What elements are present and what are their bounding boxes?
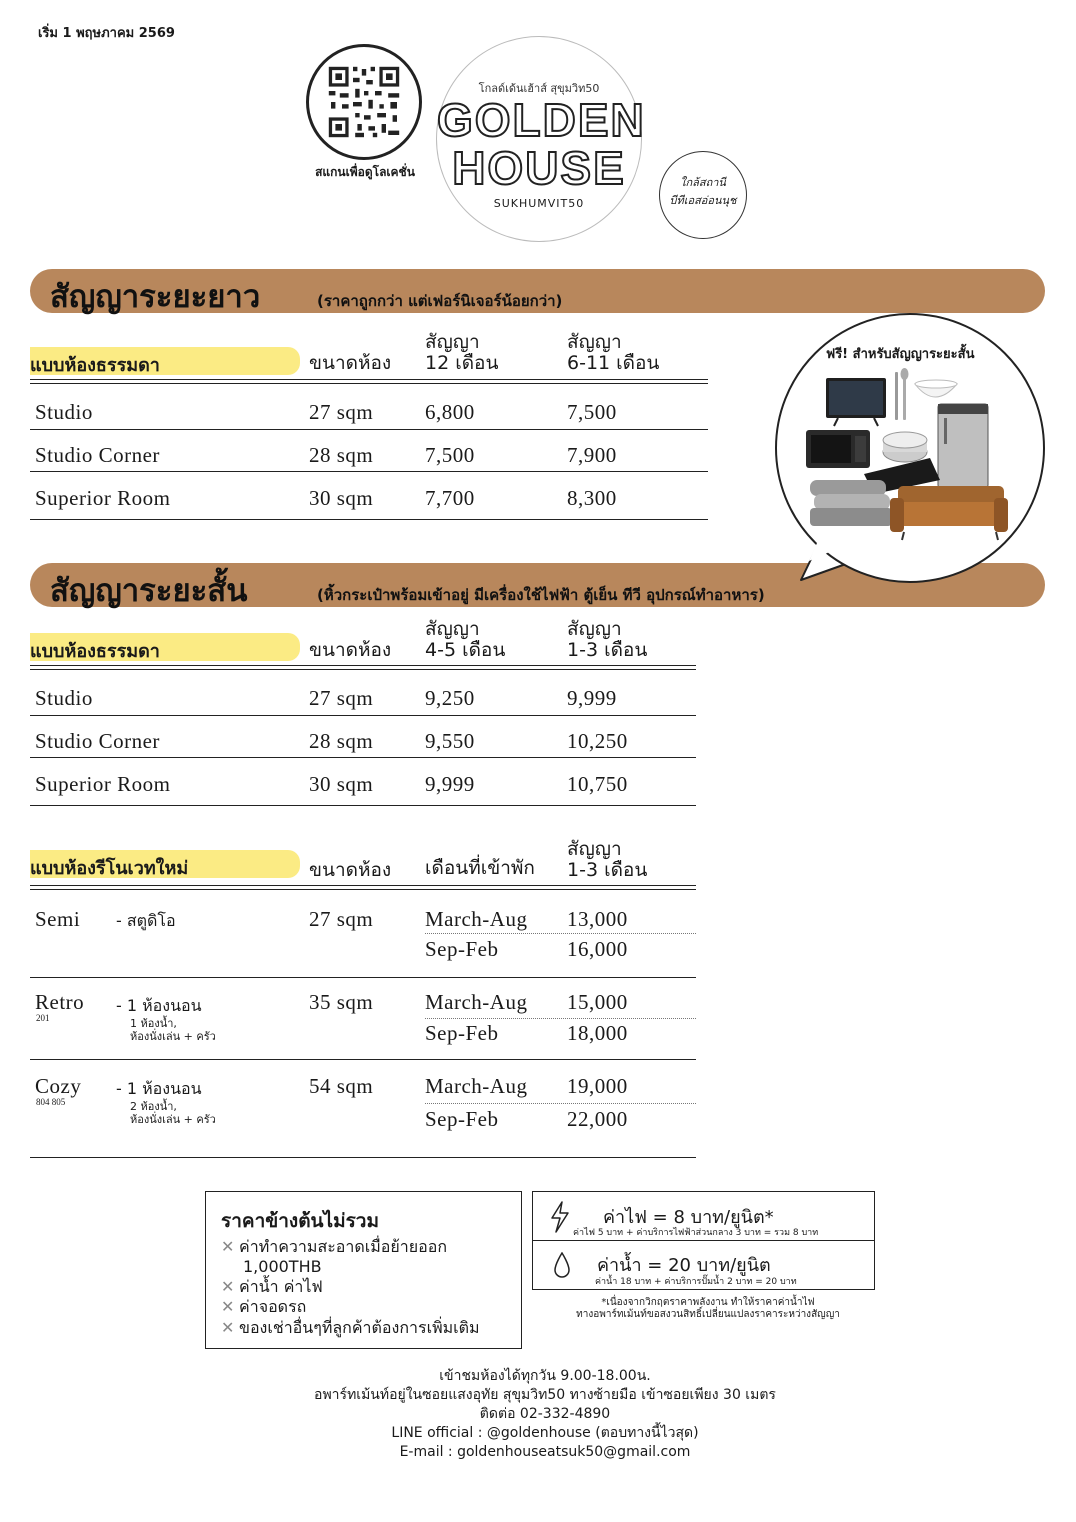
short-term-c2-header-a: สัญญา bbox=[567, 618, 622, 640]
logo-house: HOUSE bbox=[452, 142, 626, 194]
short-term-c2-header-b: 1-3 เดือน bbox=[567, 639, 648, 661]
long-term-row-size: 28 sqm bbox=[309, 443, 374, 467]
renovated-row-size: 27 sqm bbox=[309, 907, 374, 931]
long-term-c1-header-a: สัญญา bbox=[425, 331, 480, 353]
renovated-row-rooms: 804 805 bbox=[36, 1097, 66, 1107]
sofa-icon bbox=[890, 486, 1008, 540]
short-term-c2-header bbox=[567, 619, 647, 661]
renovated-row-price-1: 15,000 bbox=[567, 990, 628, 1014]
long-term-row-price-12m: 6,800 bbox=[425, 400, 475, 424]
long-term-c2-header bbox=[567, 332, 659, 374]
short-term-header-rule bbox=[30, 665, 696, 670]
footer-hours: เข้าชมห้องได้ทุกวัน 9.00-18.00น. bbox=[439, 1368, 651, 1384]
long-term-subtitle: (ราคาถูกกว่า แต่เฟอร์นิเจอร์น้อยกว่า) bbox=[317, 292, 563, 310]
renovated-row-price-1: 13,000 bbox=[567, 907, 628, 931]
utilities-disclaimer bbox=[548, 1297, 868, 1321]
renovated-room-type-label: แบบห้องรีโนเวทใหม่ bbox=[30, 858, 189, 879]
short-term-c1-header-b: 4-5 เดือน bbox=[425, 639, 506, 661]
microwave-icon bbox=[806, 430, 870, 468]
golden-house-logo bbox=[436, 36, 646, 242]
short-term-row-price-1-3m: 10,750 bbox=[567, 772, 628, 796]
fridge-icon bbox=[938, 404, 988, 488]
bedding-icon bbox=[810, 480, 892, 526]
renovated-row-detail bbox=[130, 1100, 216, 1126]
logo-thai-name: โกลด์เด้นเฮ้าส์ สุขุมวิท50 bbox=[478, 82, 600, 95]
long-term-c1-header-b: 12 เดือน bbox=[425, 352, 499, 374]
long-term-row-price-12m: 7,700 bbox=[425, 486, 475, 510]
water-rate-note: ค่าน้ำ 18 บาท + ค่าบริการปั๊มน้ำ 2 บาท = 20 บาท bbox=[595, 1277, 797, 1287]
bts-badge bbox=[659, 151, 747, 239]
bowl-icon bbox=[915, 380, 957, 397]
renovated-c2-header bbox=[567, 839, 647, 881]
logo-sub: SUKHUMVIT50 bbox=[493, 197, 585, 210]
long-term-c2-header-a: สัญญา bbox=[567, 331, 622, 353]
renovated-row-month-2: Sep-Feb bbox=[425, 937, 499, 961]
x-mark-icon: ✕ bbox=[221, 1318, 235, 1337]
long-term-row-price-6-11m: 8,300 bbox=[567, 486, 617, 510]
footer-phone[interactable]: ติดต่อ 02-332-4890 bbox=[479, 1406, 611, 1422]
dotted-rule bbox=[425, 1103, 696, 1104]
exclusion-item bbox=[221, 1297, 306, 1317]
exclusion-item-cont: 1,000THB bbox=[243, 1257, 322, 1276]
bubble-title: ฟรี! สำหรับสัญญาระยะสั้น bbox=[826, 347, 975, 362]
renovated-row-name: Cozy bbox=[35, 1074, 82, 1098]
short-term-row-name: Studio Corner bbox=[35, 729, 160, 753]
renovated-row-price-2: 18,000 bbox=[567, 1021, 628, 1045]
renovated-row-detail-1: 2 ห้องน้ำ, bbox=[130, 1100, 177, 1113]
renovated-row-price-2: 16,000 bbox=[567, 937, 628, 961]
bts-badge-line2: บีทีเอสอ่อนนุช bbox=[669, 194, 737, 207]
x-mark-icon: ✕ bbox=[221, 1297, 235, 1316]
long-term-row-price-12m: 7,500 bbox=[425, 443, 475, 467]
renovated-row-month-2: Sep-Feb bbox=[425, 1021, 499, 1045]
logo-golden: GOLDEN bbox=[437, 94, 646, 146]
short-term-c1-header bbox=[425, 619, 505, 661]
exclusion-item-text: ค่าทำความสะอาดเมื่อย้ายออก bbox=[239, 1237, 448, 1256]
start-date: เริ่ม 1 พฤษภาคม 2569 bbox=[38, 26, 175, 41]
exclusions-title: ราคาข้างต้นไม่รวม bbox=[221, 1210, 379, 1232]
short-term-row-price-4-5m: 9,999 bbox=[425, 772, 475, 796]
renovated-row-desc: - 1 ห้องนอน bbox=[116, 996, 202, 1015]
table-rule bbox=[30, 757, 696, 758]
exclusion-item bbox=[221, 1237, 447, 1257]
dotted-rule bbox=[425, 933, 696, 934]
table-rule bbox=[30, 977, 696, 978]
short-term-row-price-4-5m: 9,250 bbox=[425, 686, 475, 710]
renovated-c2-header-a: สัญญา bbox=[567, 838, 622, 860]
electric-rate: ค่าไฟ = 8 บาท/ยูนิต* bbox=[603, 1207, 774, 1228]
table-rule bbox=[30, 715, 696, 716]
renovated-month-header: เดือนที่เข้าพัก bbox=[425, 857, 535, 879]
renovated-row-name: Retro bbox=[35, 990, 85, 1014]
short-term-subtitle: (หิ้วกระเป๋าพร้อมเข้าอยู่ มีเครื่องใช้ไฟฟ้า ตู้เย็น ทีวี อุปกรณ์ทำอาหาร) bbox=[317, 586, 765, 604]
exclusion-item-text: ค่าน้ำ ค่าไฟ bbox=[239, 1277, 323, 1296]
long-term-c1-header bbox=[425, 332, 498, 374]
long-term-row-size: 27 sqm bbox=[309, 400, 374, 424]
contact-footer bbox=[200, 1367, 890, 1462]
qr-caption: สแกนเพื่อดูโลเคชั่น bbox=[315, 165, 415, 179]
renovated-row-desc: - 1 ห้องนอน bbox=[116, 1079, 202, 1098]
long-term-bar bbox=[30, 269, 1045, 313]
table-rule bbox=[30, 471, 708, 472]
short-term-size-header: ขนาดห้อง bbox=[309, 639, 392, 661]
utilities-divider bbox=[533, 1240, 874, 1241]
long-term-row-name: Studio bbox=[35, 400, 93, 424]
electric-rate-note: ค่าไฟ 5 บาท + ค่าบริการไฟฟ้าส่วนกลาง 3 บาท = รวม 8 บาท bbox=[573, 1228, 819, 1238]
table-rule bbox=[30, 519, 708, 520]
renovated-row-price-2: 22,000 bbox=[567, 1107, 628, 1131]
short-term-row-size: 27 sqm bbox=[309, 686, 374, 710]
utilities-disclaimer-1: *เนื่องจากวิกฤตราคาพลังงาน ทำให้ราคาค่าน้ำไฟ bbox=[601, 1297, 815, 1308]
tv-icon bbox=[826, 378, 886, 426]
exclusion-item-text: ค่าจอดรถ bbox=[239, 1297, 307, 1316]
short-term-title: สัญญาระยะสั้น bbox=[50, 573, 248, 609]
renovated-row-detail-1: 1 ห้องน้ำ, bbox=[130, 1017, 177, 1030]
short-term-row-price-1-3m: 9,999 bbox=[567, 686, 617, 710]
renovated-row-size: 35 sqm bbox=[309, 990, 374, 1014]
renovated-row-price-1: 19,000 bbox=[567, 1074, 628, 1098]
renovated-row-detail-2: ห้องนั่งเล่น + ครัว bbox=[130, 1030, 216, 1043]
renovated-row-detail-2: ห้องนั่งเล่น + ครัว bbox=[130, 1113, 216, 1126]
long-term-row-name: Studio Corner bbox=[35, 443, 160, 467]
long-term-room-type bbox=[30, 347, 300, 375]
table-rule bbox=[30, 429, 708, 430]
qr-code[interactable] bbox=[306, 44, 422, 160]
long-term-size-header: ขนาดห้อง bbox=[309, 352, 392, 374]
x-mark-icon: ✕ bbox=[221, 1237, 235, 1256]
exclusions-box bbox=[205, 1191, 522, 1349]
table-rule bbox=[30, 805, 696, 806]
short-term-row-price-4-5m: 9,550 bbox=[425, 729, 475, 753]
long-term-row-name: Superior Room bbox=[35, 486, 171, 510]
table-rule bbox=[30, 1059, 696, 1060]
short-term-row-price-1-3m: 10,250 bbox=[567, 729, 628, 753]
bts-badge-line1: ใกล้สถานี bbox=[680, 176, 726, 189]
cutlery-icon bbox=[895, 368, 909, 420]
renovated-row-name: Semi bbox=[35, 907, 81, 931]
long-term-row-price-6-11m: 7,900 bbox=[567, 443, 617, 467]
utilities-disclaimer-2: ทางอพาร์ทเม้นท์ขอสงวนสิทธิ์เปลี่ยนแปลงราคาระหว่างสัญญา bbox=[576, 1309, 840, 1320]
x-mark-icon: ✕ bbox=[221, 1277, 235, 1296]
short-term-room-type bbox=[30, 633, 300, 661]
renovated-row-size: 54 sqm bbox=[309, 1074, 374, 1098]
footer-line-official[interactable]: LINE official : @goldenhouse (ตอบทางนี้ไวสุด) bbox=[391, 1425, 699, 1441]
appliances-illustration bbox=[800, 362, 1015, 552]
renovated-room-type bbox=[30, 850, 300, 878]
exclusion-item bbox=[221, 1318, 480, 1338]
exclusion-item bbox=[221, 1277, 323, 1297]
table-rule bbox=[30, 1157, 696, 1158]
renovated-row-month-1: March-Aug bbox=[425, 990, 528, 1014]
short-term-row-size: 30 sqm bbox=[309, 772, 374, 796]
renovated-row-month-2: Sep-Feb bbox=[425, 1107, 499, 1131]
renovated-row-detail bbox=[130, 1017, 216, 1043]
exclusion-item-text: ของเช่าอื่นๆที่ลูกค้าต้องการเพิ่มเติม bbox=[239, 1318, 480, 1337]
long-term-room-type-label: แบบห้องธรรมดา bbox=[30, 355, 160, 376]
short-term-c1-header-a: สัญญา bbox=[425, 618, 480, 640]
renovated-row-month-1: March-Aug bbox=[425, 1074, 528, 1098]
short-term-room-type-label: แบบห้องธรรมดา bbox=[30, 641, 160, 662]
dotted-rule bbox=[425, 1018, 696, 1019]
renovated-row-desc: - สตูดิโอ bbox=[116, 911, 176, 930]
renovated-size-header: ขนาดห้อง bbox=[309, 859, 392, 881]
long-term-row-size: 30 sqm bbox=[309, 486, 374, 510]
water-drop-icon bbox=[553, 1252, 571, 1280]
lightning-icon bbox=[549, 1201, 571, 1233]
renovated-row-month-1: March-Aug bbox=[425, 907, 528, 931]
long-term-c2-header-b: 6-11 เดือน bbox=[567, 352, 660, 374]
long-term-row-price-6-11m: 7,500 bbox=[567, 400, 617, 424]
long-term-header-rule bbox=[30, 379, 708, 384]
long-term-title: สัญญาระยะยาว bbox=[50, 279, 261, 315]
renovated-header-rule bbox=[30, 885, 696, 890]
qr-code-icon bbox=[309, 47, 419, 157]
renovated-c2-header-b: 1-3 เดือน bbox=[567, 859, 648, 881]
footer-email[interactable]: E-mail : goldenhouseatsuk50@gmail.com bbox=[399, 1444, 691, 1460]
water-rate: ค่าน้ำ = 20 บาท/ยูนิต bbox=[597, 1255, 771, 1276]
short-term-row-name: Superior Room bbox=[35, 772, 171, 796]
short-term-row-size: 28 sqm bbox=[309, 729, 374, 753]
footer-location: อพาร์ทเม้นท์อยู่ในซอยแสงอุทัย สุขุมวิท50 ทางซ้ายมือ เข้าซอยเพียง 30 เมตร bbox=[314, 1387, 776, 1403]
renovated-row-rooms: 201 bbox=[36, 1013, 50, 1023]
utilities-box bbox=[532, 1191, 875, 1290]
short-term-row-name: Studio bbox=[35, 686, 93, 710]
